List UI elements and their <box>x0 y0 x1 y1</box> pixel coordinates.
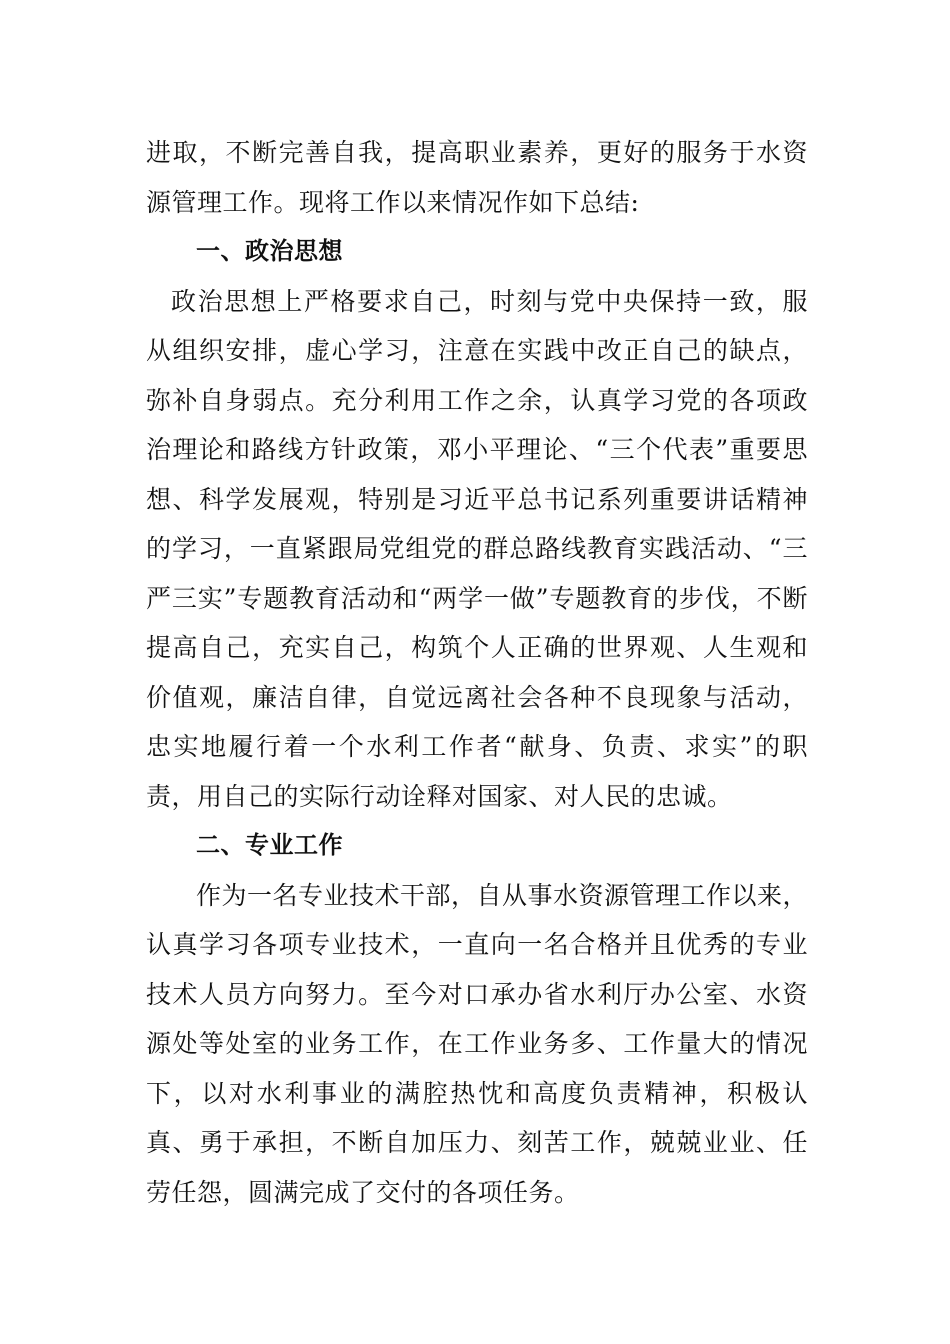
section-heading-work: 二、专业工作 <box>196 831 343 859</box>
paragraph-work: 作为一名专业技术干部，自从事水资源管理工作以来，认真学习各项专业技术，一直向一名合格并且优秀的专业技术人员方向努力。至今对口承办省水利厅办公室、水资源处等处室的业务工作，在工作业务多、工作量大的情况下，以对水利事业的满腔热忱和高度负责精神，积极认真、勇于承担，不断自加压力、刻苦工作，兢兢业业、任劳任怨，圆满完成了交付的各项任务。 <box>146 880 809 1207</box>
document-body <box>146 128 808 1217</box>
section-heading-politics: 一、政治思想 <box>196 237 343 265</box>
paragraph-politics: 政治思想上严格要求自己，时刻与党中央保持一致，服从组织安排，虚心学习，注意在实践中改正自己的缺点，弥补自身弱点。充分利用工作之余，认真学习党的各项政治理论和路线方针政策，邓小平理论、“三个代表”重要思想、科学发展观，特别是习近平总书记系列重要讲话精神的学习，一直紧跟局党组党的群总路线教育实践活动、“三严三实”专题教育活动和“两学一做”专题教育的步伐，不断提高自己，充实自己，构筑个人正确的世界观、人生观和价值观，廉洁自律，自觉远离社会各种不良现象与活动，忠实地履行着一个水利工作者“献身、负责、求实”的职责，用自己的实际行动诠释对国家、对人民的忠诚。 <box>146 286 808 811</box>
paragraph-continued: 进取，不断完善自我，提高职业素养，更好的服务于水资源管理工作。现将工作以来情况作如下总结: <box>146 138 808 217</box>
